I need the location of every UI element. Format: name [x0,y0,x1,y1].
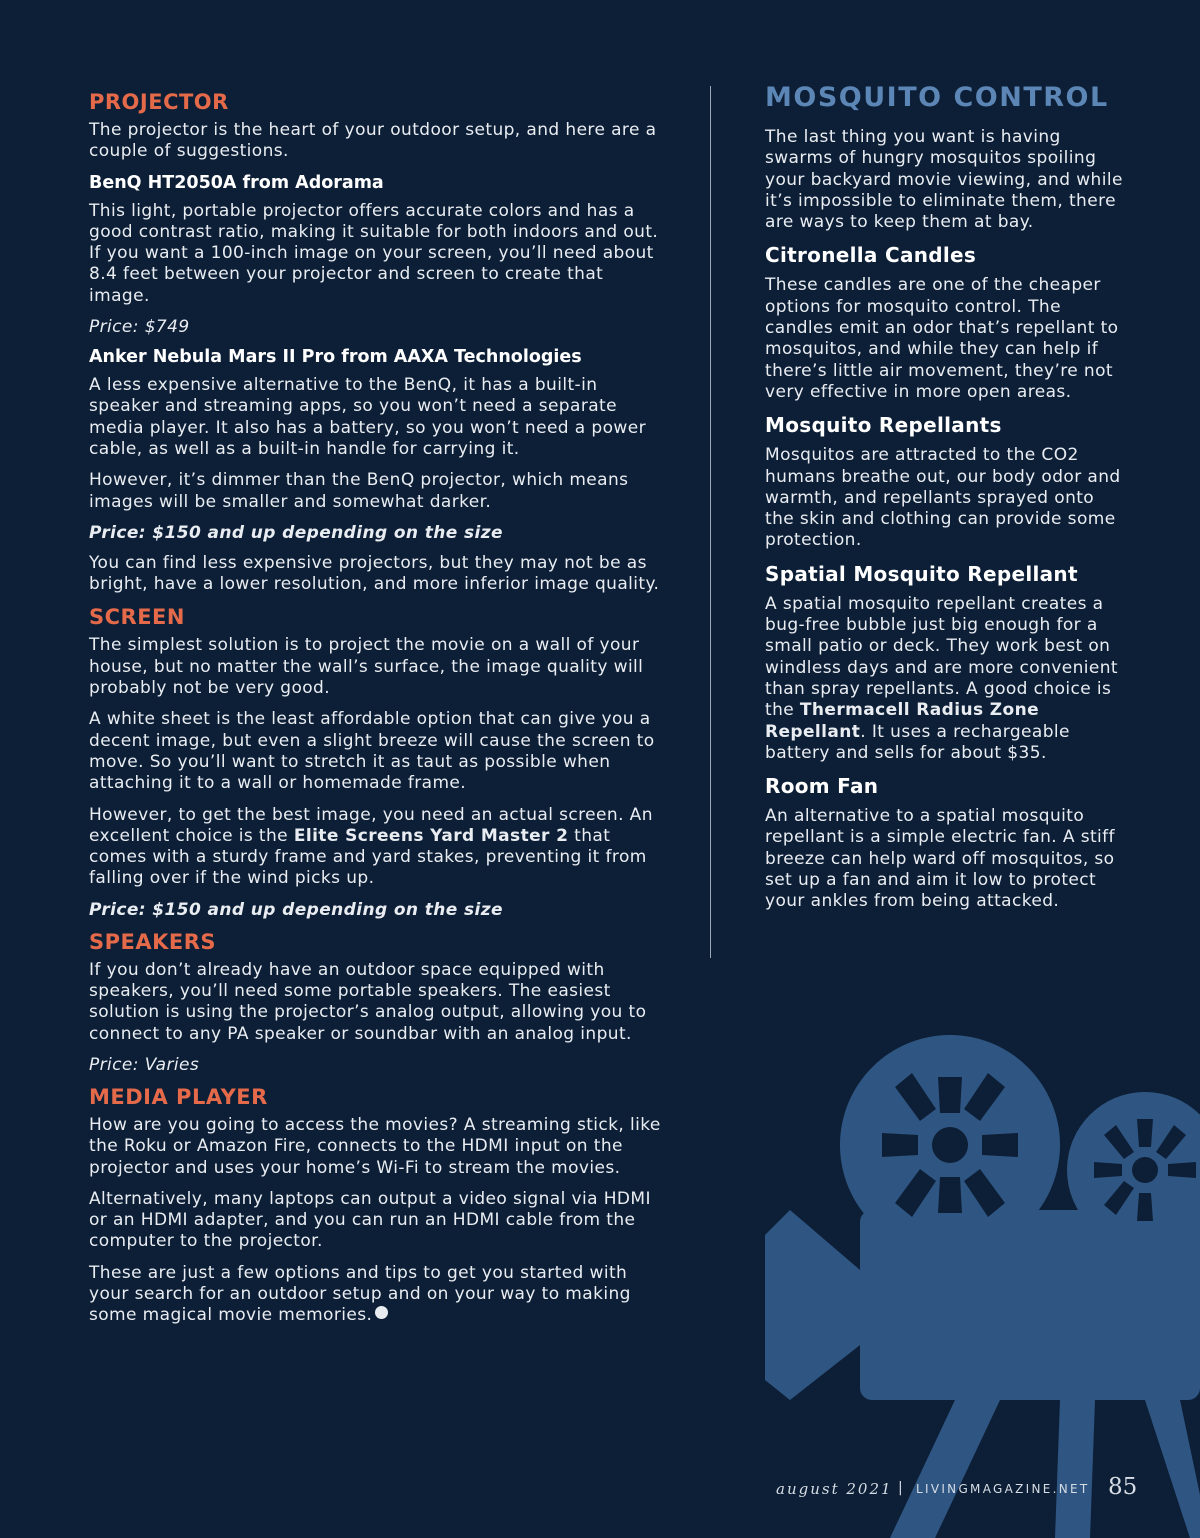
fan-title: Room Fan [765,774,879,799]
footer-separator: | [898,1480,903,1496]
issue-date: august 2021 [776,1480,893,1498]
screen-product-name: Elite Screens Yard Master 2 [293,825,569,846]
media-text-3 [89,1263,664,1327]
media-text-1: How are you going to access the movies? A streaming stick, like the Roku or Amazon Fire, connects to the HDMI input on the projector and uses your home’s Wi-Fi to stream the movies. [89,1114,661,1178]
speakers-price: Price: Varies [89,1054,200,1075]
spatial-text-a: A spatial mosquito repellant creates a bug-free bubble just big enough for a small patio or deck. They work best on windless days and are more convenient than spray repellants. A good choice is the [765,593,1118,721]
screen-heading: SCREEN [89,605,185,630]
screen-price: Price: $150 and up depending on the size [89,899,503,920]
fan-text: An alternative to a spatial mosquito repellant is a simple electric fan. A stiff breeze can help ward off mosquitos, so set up a fan and aim it low to protect your ankles from being attacked. [765,806,1115,912]
screen-text-2: A white sheet is the least affordable option that can give you a decent image, but even a slight breeze will cause the screen to move. So you’ll want to stretch it as taut as possible when attaching it to a wall or homemade frame. [89,709,655,794]
anker-text-1: A less expensive alternative to the BenQ, it has a built-in speaker and streaming apps, so you won’t need a separate media player. It also has a battery, so you won’t need a power cable, as well as a built-in handle for carrying it. [89,375,646,459]
screen-text-3-b: that comes with a sturdy frame and yard stakes, preventing it from falling over if the wind picks up. [89,825,647,889]
citronella-text: These candles are one of the cheaper options for mosquito control. The candles emit an odor that’s repellant to mosquitos, and while they can help if there’s little air movement, they’re not very effective in more open areas. [765,275,1119,402]
benq-price: Price: $749 [89,317,190,338]
movie-projector-illustration [760,1025,1200,1538]
anker-text-2: However, it’s dimmer than the BenQ projector, which means images will be smaller and somewhat darker. [89,470,629,512]
benq-title: BenQ HT2050A from Adorama [89,172,384,193]
end-mark-icon [375,1306,388,1319]
media-player-heading: MEDIA PLAYER [89,1084,268,1109]
screen-text-3 [89,805,664,890]
left-column [89,80,664,1337]
spatial-title: Spatial Mosquito Repellant [765,561,1078,586]
site-url: LIVINGMAGAZINE.NET [916,1482,1090,1496]
repellants-text: Mosquitos are attracted to the CO2 humans breathe out, our body odor and warmth, and repellants sprayed onto the skin and clothing can provide some protection. [765,445,1121,551]
spatial-text [765,594,1125,764]
anker-title: Anker Nebula Mars II Pro from AAXA Technologies [89,347,582,368]
mosquito-control-heading: MOSQUITO CONTROL [765,82,1109,113]
repellants-title: Mosquito Repellants [765,413,1002,438]
speakers-text: If you don’t already have an outdoor space equipped with speakers, you’ll need some portable speakers. The easiest solution is using the projector’s analog output, allowing you to connect to any PA speaker or soundbar with an analog input. [89,959,647,1044]
screen-text-3-a: However, to get the best image, you need an actual screen. An excellent choice is the [89,804,653,846]
mosquito-intro: The last thing you want is having swarms of hungry mosquitos spoiling your backyard movie viewing, and while it’s impossible to eliminate them, there are ways to keep them at bay. [765,127,1123,233]
page-footer [770,1472,1150,1508]
media-text-3-body: These are just a few options and tips to get you started with your search for an outdoor setup and on your way to making some magical movie memories. [89,1262,631,1326]
spatial-text-b: . It uses a rechargeable battery and sells for about $35. [765,721,1070,763]
spatial-product-name: Thermacell Radius Zone Repellant [765,700,1040,742]
screen-text-1: The simplest solution is to project the movie on a wall of your house, but no matter the wall’s surface, the image quality will probably not be very good. [89,635,644,699]
projector-outro: You can find less expensive projectors, but they may not be as bright, have a lower resolution, and more inferior image quality. [89,552,660,595]
projector-heading: PROJECTOR [89,90,229,114]
benq-text: This light, portable projector offers accurate colors and has a good contrast ratio, making it suitable for both indoors and out. If you want a 100-inch image on your screen, you’ll need about 8.4 feet between your projector and screen to create that image. [89,200,659,306]
right-column [765,80,1125,923]
citronella-title: Citronella Candles [765,243,977,268]
media-text-2: Alternatively, many laptops can output a video signal via HDMI or an HDMI adapter, and you can run an HDMI cable from the computer to the projector. [89,1188,651,1252]
projector-intro: The projector is the heart of your outdoor setup, and here are a couple of suggestions. [89,120,657,162]
page-number: 85 [1108,1474,1138,1500]
anker-price: Price: $150 and up depending on the size [89,522,503,543]
column-divider [710,86,711,958]
speakers-heading: SPEAKERS [89,929,217,954]
